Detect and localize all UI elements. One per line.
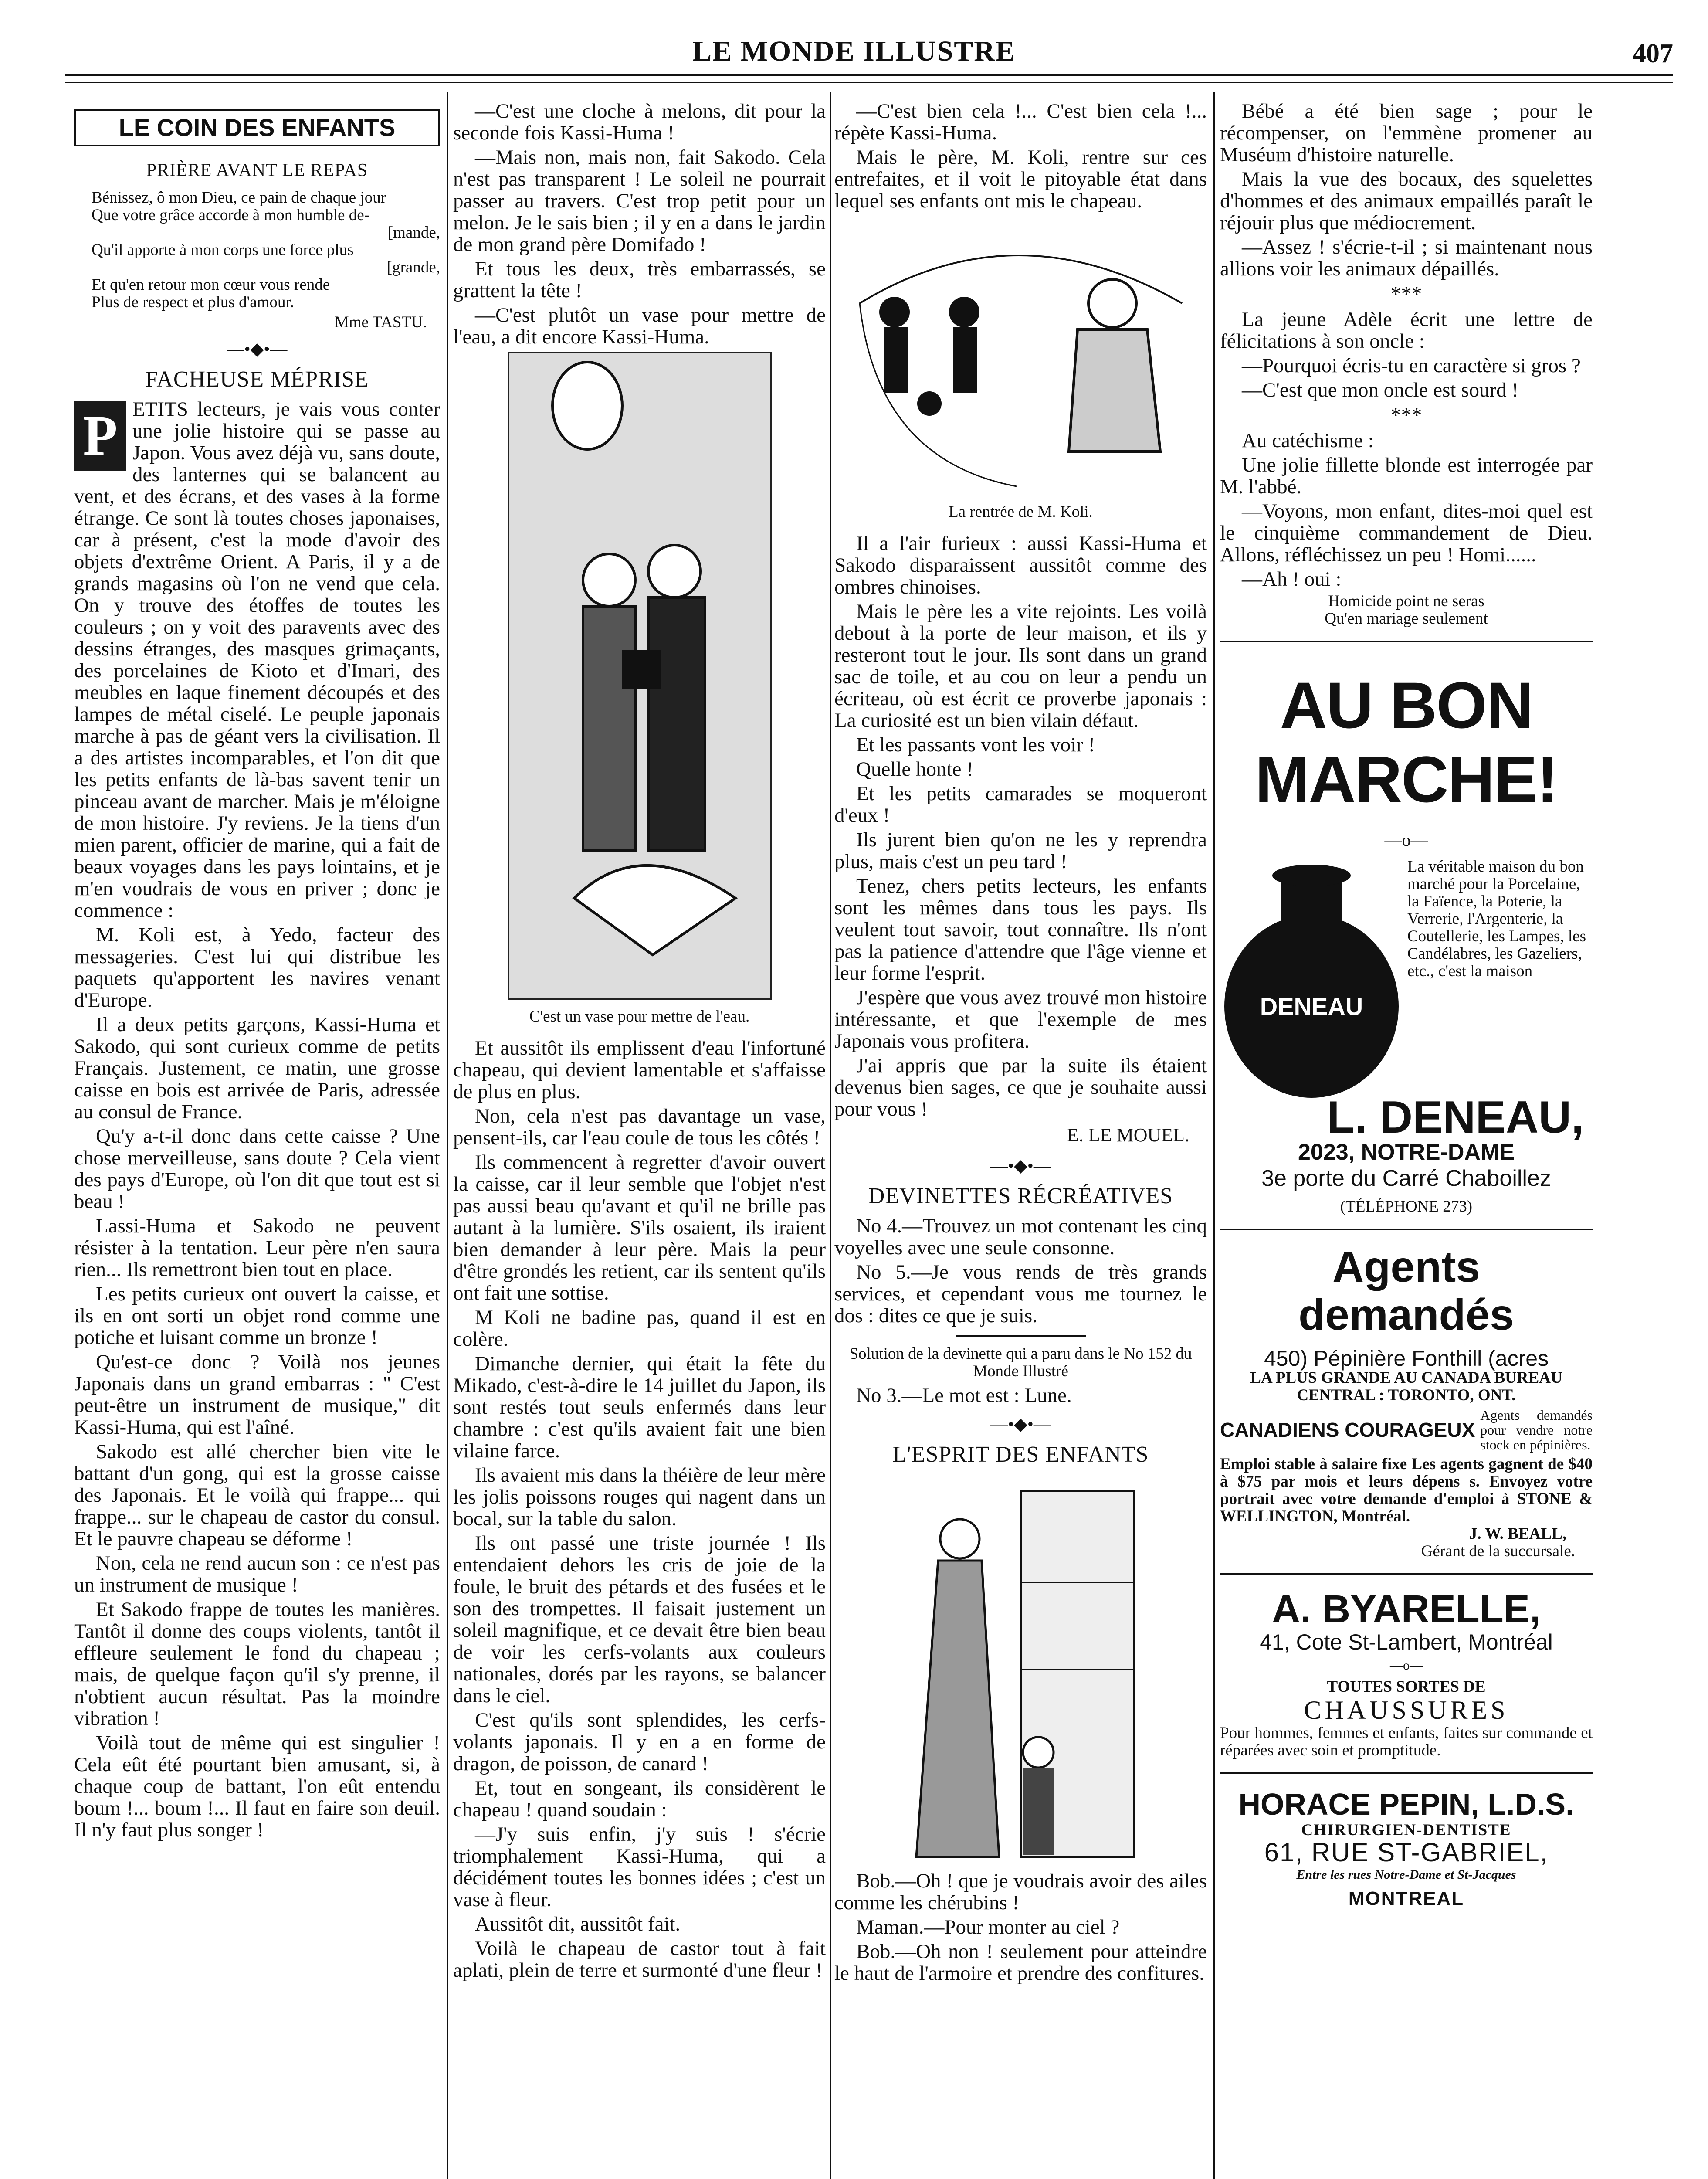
- ad-pepin-title: CHIRURGIEN-DENTISTE: [1301, 1821, 1511, 1839]
- paragraph: Non, cela n'est pas davantage un vase, pensent-ils, car l'eau coule de tous les côtés !: [453, 1105, 826, 1149]
- paragraph: ETITS lecteurs, je vais vous conter une jolie histoire qui se passe au Japon. Vous avez déjà vu, sans doute, des lanternes qui se balancent au vent, et des écrans, et des vases à la forme étrange. Ce sont là toutes choses japonaises, car à présent, c'est la mode d'avoir des objets d'extrême Orient. A Paris, il y a de grands magasins où l'on ne vend que cela. On y trouve des étoffes de toutes les couleurs ; on y voit des paravents avec des dessins étranges, des masques grimaçants, des porcelaines de Kioto et d'Imari, des meubles en laque finement découpés et des lampes de métal ciselé. Le peuple japonais marche à pas de géant vers la civilisation. Il a des artistes incomparables, et l'on dit que les petits enfants de là-bas savent tenir un pinceau avant de marcher. Mais je m'éloigne de mon histoire. J'y reviens. Je la tiens d'un mien parent, officier de marine, qui a fait de beaux voyages dans les pays lointains, et je m'en voudrais de vous en priver ; donc je commence :: [74, 398, 440, 922]
- verse-line: Plus de respect et plus d'amour.: [92, 293, 294, 311]
- ad-headline-bon-marche: AU BON MARCHE!: [1255, 669, 1558, 816]
- paragraph: Et aussitôt ils emplissent d'eau l'infortuné chapeau, qui devient lamentable et s'affaisse de plus en plus.: [453, 1037, 826, 1103]
- header-rule-thin: [65, 82, 1673, 83]
- japanese-children-illustration: [509, 353, 770, 998]
- paragraph: Ils jurent bien qu'on ne les y reprendra plus, mais c'est un peu tard !: [834, 828, 1207, 873]
- illustration-koli-returns: [842, 216, 1200, 495]
- ad-divider: [1220, 1573, 1593, 1575]
- ornament-divider: —o—: [1390, 1658, 1423, 1673]
- ad-divider: [1220, 1229, 1593, 1230]
- column-divider: [447, 92, 448, 2179]
- paragraph: Bébé a été bien sage ; pour le récompenser, on l'emmène promener au Muséum d'histoire naturelle.: [1220, 100, 1593, 166]
- paragraph: Au catéchisme :: [1242, 429, 1374, 452]
- paragraph: —Pourquoi écris-tu en caractère si gros ?: [1242, 354, 1581, 377]
- paragraph: Une jolie fillette blonde est interrogée par M. l'abbé.: [1220, 454, 1593, 498]
- paragraph: Mais le père, M. Koli, rentre sur ces entrefaites, et il voit le pitoyable état dans lequel ses enfants ont mis le chapeau.: [834, 146, 1207, 212]
- paragraph: Qu'est-ce donc ? Voilà nos jeunes Japonais dans un grand embarras : " C'est peut-être un instrument de musique," dit Kassi-Huma, qui est l'aîné.: [74, 1351, 440, 1439]
- dialogue-line: Maman.—Pour monter au ciel ?: [856, 1916, 1120, 1938]
- paragraph: —C'est une cloche à melons, dit pour la seconde fois Kassi-Huma !: [453, 100, 826, 144]
- ornament-divider: —•◆•—: [227, 339, 288, 359]
- ornament-divider: —o—: [1384, 830, 1428, 850]
- paragraph: La jeune Adèle écrit une lettre de félicitations à son oncle :: [1220, 308, 1593, 353]
- illustration-bob: [890, 1473, 1152, 1866]
- paragraph: Non, cela ne rend aucun son : ce n'est pas un instrument de musique !: [74, 1552, 440, 1596]
- ad-agents-sig: J. W. BEALL,: [1469, 1525, 1566, 1543]
- drop-cap: P: [74, 401, 126, 471]
- ad-canadiens-note: Agents demandés pour vendre notre stock en pépinières.: [1480, 1407, 1593, 1453]
- paragraph: Ils avaient mis dans la théière de leur mère les jolis poissons rouges qui nagent dans un bocal, sur la table du salon.: [453, 1464, 826, 1530]
- ad-byarelle-kinds: TOUTES SORTES DE: [1327, 1678, 1486, 1696]
- paragraph: Ils ont passé une triste journée ! Ils entendaient dehors les cris de joie de la foule, le bruit des pétards et des fusées et le son des trompettes. Il faisait justement un soleil magnifique, et ce devait être bien beau de voir les cerfs-volants aux couleurs nationales, dorés par les rayons, se balancer dans le ciel.: [453, 1532, 826, 1707]
- ad-pepin-city: MONTREAL: [1348, 1888, 1464, 1909]
- riddles-title: DEVINETTES RÉCRÉATIVES: [868, 1184, 1173, 1208]
- paragraph: —J'y suis enfin, j'y suis ! s'écrie triomphalement Kassi-Huma, qui a décidément toutes les bonnes idées ; c'est un vase à fleur.: [453, 1823, 826, 1911]
- paragraph: Et Sakodo frappe de toutes les manières. Tantôt il donne des coups violents, tantôt il effleure seulement le fond du chapeau ; mais, de quelque façon qu'il s'y prenne, il n'obtient aucun résultat. Pas la moindre vibration !: [74, 1598, 440, 1730]
- illustration-caption: La rentrée de M. Koli.: [949, 503, 1093, 521]
- column-4: [1220, 100, 1593, 2179]
- paragraph: Mais le père les a vite rejoints. Les voilà debout à la porte de leur maison, et ils y resteront tout le jour. Ils sont dans un grand sac de toile, et au cou on leur a pendu un écriteau, où est écrit ce proverbe japonais : La curiosité est un bien vilain défaut.: [834, 600, 1207, 732]
- koli-illustration: [842, 216, 1200, 495]
- solution-note: Solution de la devinette qui a paru dans le No 152 du Monde Illustré: [849, 1345, 1192, 1380]
- paragraph: Ils commencent à regretter d'avoir ouvert la caisse, car il leur semble que l'objet n'est pas aussi beau qu'avant et qu'il ne brille pas autant à la lumière. S'ils osaient, ils iraient bien demander à leur père. Mais la peur d'être grondés les retient, car ils sentent qu'ils ont fait une sottise.: [453, 1151, 826, 1304]
- paragraph: C'est qu'ils sont splendides, les cerfs-volants japonais. Il y en a en forme de dragon, de poisson, de canard !: [453, 1709, 826, 1775]
- paragraph: Lassi-Huma et Sakodo ne peuvent résister à la tentation. Leur père n'en saura rien... Ils remettront bien tout en place.: [74, 1215, 440, 1281]
- asterism: ***: [1390, 404, 1422, 427]
- ad-name-deneau: L. DENEAU,: [1327, 1092, 1584, 1143]
- illustration-vase: [508, 352, 772, 1000]
- ad-address: 2023, NOTRE-DAME: [1298, 1140, 1515, 1165]
- page-number: 407: [1633, 39, 1673, 68]
- paragraph: Qu'y a-t-il donc dans cette caisse ? Une chose merveilleuse, sans doute ? Cela vient des pays d'Europe, où l'on dit que tout est si beau !: [74, 1125, 440, 1213]
- ad-bon-marche-description: La véritable maison du bon marché pour la Porcelaine, la Faïence, la Poterie, la Verrerie, l'Argenterie, la Coutellerie, les Lampes, les Candélabres, les Gazeliers, etc., c'est la maison: [1407, 858, 1586, 980]
- paragraph: Quelle honte !: [856, 758, 973, 781]
- paragraph: M Koli ne badine pas, quand il est en colère.: [453, 1306, 826, 1351]
- ad-headline-byarelle: A. BYARELLE,: [1272, 1588, 1541, 1631]
- verse-line: Que votre grâce accorde à mon humble de-: [92, 206, 369, 224]
- paragraph: —Assez ! s'écrie-t-il ; si maintenant nous allions voir les animaux dépaillés.: [1220, 236, 1593, 280]
- ad-divider: [1220, 641, 1593, 642]
- column-divider: [830, 92, 831, 2179]
- header-rule: [65, 74, 1673, 76]
- ad-agents-sig2: Gérant de la succursale.: [1421, 1542, 1575, 1560]
- asterism: ***: [1390, 282, 1422, 305]
- story-title: FACHEUSE MÉPRISE: [145, 367, 369, 392]
- paragraph: —C'est bien cela !... C'est bien cela !... répète Kassi-Huma.: [834, 100, 1207, 144]
- ad-byarelle-body: Pour hommes, femmes et enfants, faites sur commande et réparées avec soin et promptitude.: [1220, 1724, 1593, 1759]
- paragraph: Et les passants vont les voir !: [856, 733, 1095, 756]
- prayer-verse: [92, 189, 440, 311]
- ad-agents-line: LA PLUS GRANDE AU CANADA BUREAU: [1250, 1369, 1562, 1387]
- verse-line: Homicide point ne seras: [1328, 592, 1484, 610]
- column-divider: [1213, 92, 1215, 2179]
- riddle: No 5.—Je vous rends de très grands services, et cependant vous me tournez le dos : dites ce que je suis.: [834, 1261, 1207, 1327]
- column-2: [453, 100, 826, 2179]
- ad-canadiens-label: CANADIENS COURAGEUX: [1220, 1419, 1475, 1441]
- prayer-author: Mme TASTU.: [334, 313, 427, 331]
- paragraph: —Mais non, mais non, fait Sakodo. Cela n'est pas transparent ! Le soleil ne pourrait passer au travers. C'est trop petit pour un melon. Je le sais bien ; il y en a dans le jardin de mon grand père Domifado !: [453, 146, 826, 256]
- paragraph: Et tous les deux, très embarrassés, se grattent la tête !: [453, 258, 826, 302]
- paragraph: Dimanche dernier, qui était la fête du Mikado, c'est-à-dire le 14 juillet du Japon, ils sont restés tout seuls enfermés dans leur chambre : c'est qu'ils avaient fait une bien vilaine farce.: [453, 1352, 826, 1462]
- ad-agents-address: 450) Pépinière Fonthill (acres: [1264, 1346, 1549, 1371]
- ad-byarelle-address: 41, Cote St-Lambert, Montréal: [1260, 1630, 1553, 1654]
- paragraph: Et les petits camarades se moqueront d'eux !: [834, 782, 1207, 827]
- verse-line: [mande,: [387, 224, 440, 241]
- ad-divider: [1220, 1772, 1593, 1774]
- illustration-caption: C'est un vase pour mettre de l'eau.: [529, 1008, 750, 1025]
- paragraph: —Ah ! oui :: [1242, 568, 1342, 591]
- column-1: [74, 100, 440, 2179]
- verse-line: Bénissez, ô mon Dieu, ce pain de chaque jour: [92, 189, 386, 207]
- ad-agents-canadiens: [1220, 1408, 1593, 1452]
- paragraph: —Voyons, mon enfant, dites-moi quel est le cinquième commandement de Dieu. Allons, réfléchissez un peu ! Homi......: [1220, 500, 1593, 566]
- verse-line: [grande,: [386, 258, 440, 276]
- paragraph: —C'est plutôt un vase pour mettre de l'eau, a dit encore Kassi-Huma.: [453, 304, 826, 348]
- paragraph: J'espère que vous avez trouvé mon histoire intéressante, et que l'exemple de mes Japonais vous profitera.: [834, 986, 1207, 1052]
- mother-child-illustration: [890, 1473, 1152, 1866]
- paragraph: Sakodo est allé chercher bien vite le battant d'un gong, qui est la grosse caisse des Japonais. Et le voilà qui frappe... qui frappe... sur le chapeau de castor du consul. Et le pauvre chapeau se déforme !: [74, 1440, 440, 1550]
- ad-headline-pepin: HORACE PEPIN, L.D.S.: [1238, 1787, 1574, 1821]
- section-title-box: LE COIN DES ENFANTS: [74, 109, 440, 146]
- riddle: No 4.—Trouvez un mot contenant les cinq voyelles avec une seule consonne.: [834, 1215, 1207, 1259]
- ad-phone: (TÉLÉPHONE 273): [1340, 1198, 1473, 1215]
- paragraph: Voilà tout de même qui est singulier ! Cela eût été pourtant bien amusant, si, à chaque coup de battant, l'on eût entendu boum !... boum !... Il faut en faire son deuil. Il n'y faut plus songer !: [74, 1731, 440, 1841]
- ad-pepin-between: Entre les rues Notre-Dame et St-Jacques: [1296, 1867, 1516, 1882]
- vase-label: DENEAU: [1260, 993, 1363, 1020]
- paragraph: Il a deux petits garçons, Kassi-Huma et Sakodo, qui sont curieux comme de petits Français. Justement, ce matin, une grosse caisse en bois est arrivée de Paris, adressée au consul de France.: [74, 1013, 440, 1123]
- column-3: [834, 100, 1207, 2179]
- verse-line: Qu'il apporte à mon corps une force plus: [92, 241, 354, 259]
- ornament-divider: —•◆•—: [990, 1156, 1051, 1175]
- paragraph: Aussitôt dit, aussitôt fait.: [475, 1913, 681, 1935]
- ornament-divider: —•◆•—: [990, 1414, 1051, 1434]
- paragraph: Et, tout en songeant, ils considèrent le chapeau ! quand soudain :: [453, 1777, 826, 1821]
- ad-agents-body: Emploi stable à salaire fixe Les agents gagnent de $40 à $75 par mois et leurs dépens s. Envoyez votre portrait avec votre demande d'emploi à STONE & WELLINGTON, Montréal.: [1220, 1455, 1593, 1525]
- paragraph: Il a l'air furieux : aussi Kassi-Huma et Sakodo disparaissent aussitôt comme des ombres chinoises.: [834, 532, 1207, 598]
- paragraph: Les petits curieux ont ouvert la caisse, et ils en ont sorti un objet rond comme une potiche et luisant comme un bronze !: [74, 1283, 440, 1349]
- paragraph: Tenez, chers petits lecteurs, les enfants sont les mêmes dans tous les pays. Ils veulent tout savoir, tout connaître. Ils n'ont pas la patience d'attendre que l'âge vienne et leur forme l'esprit.: [834, 875, 1207, 984]
- verse-line: Et qu'en retour mon cœur vous rende: [92, 276, 330, 294]
- vase-image: [1220, 858, 1403, 1102]
- ad-headline-agents: Agents demandés: [1298, 1242, 1514, 1339]
- esprit-title: L'ESPRIT DES ENFANTS: [892, 1442, 1149, 1467]
- ad-agents-line: CENTRAL : TORONTO, ONT.: [1297, 1386, 1516, 1404]
- prayer-title: PRIÈRE AVANT LE REPAS: [146, 160, 368, 180]
- verse-line: Qu'en mariage seulement: [1325, 610, 1488, 628]
- vase-icon: [1220, 858, 1403, 1102]
- divider: [956, 1335, 1086, 1337]
- paragraph: M. Koli est, à Yedo, facteur des messageries. C'est lui qui distribue les paquets qu'apportent les navires venant d'Europe.: [74, 923, 440, 1011]
- solution: No 3.—Le mot est : Lune.: [856, 1384, 1072, 1407]
- paragraph: Voilà le chapeau de castor tout à fait aplati, plein de terre et surmonté d'une fleur !: [453, 1937, 826, 1982]
- paragraph: J'ai appris que par la suite ils étaient devenus bien sages, ce que je souhaite aussi pour vous !: [834, 1054, 1207, 1120]
- dialogue-line: Bob.—Oh ! que je voudrais avoir des ailes comme les chérubins !: [834, 1870, 1207, 1914]
- ad-pepin-address: 61, RUE ST-GABRIEL,: [1264, 1838, 1549, 1867]
- page-header-title: LE MONDE ILLUSTRE: [692, 35, 1016, 67]
- paragraph: Mais la vue des bocaux, des squelettes d'hommes et des animaux empaillés paraît le réjouir plus que médiocrement.: [1220, 168, 1593, 234]
- paragraph: —C'est que mon oncle est sourd !: [1242, 379, 1519, 401]
- ad-bon-marche-body: [1220, 858, 1593, 1102]
- dialogue-line: Bob.—Oh non ! seulement pour atteindre le haut de l'armoire et prendre des confitures.: [834, 1940, 1207, 1985]
- author-signature: E. LE MOUEL.: [1067, 1124, 1190, 1146]
- ad-byarelle-product: CHAUSSURES: [1304, 1696, 1509, 1724]
- ad-address-2: 3e porte du Carré Chaboillez: [1261, 1166, 1551, 1191]
